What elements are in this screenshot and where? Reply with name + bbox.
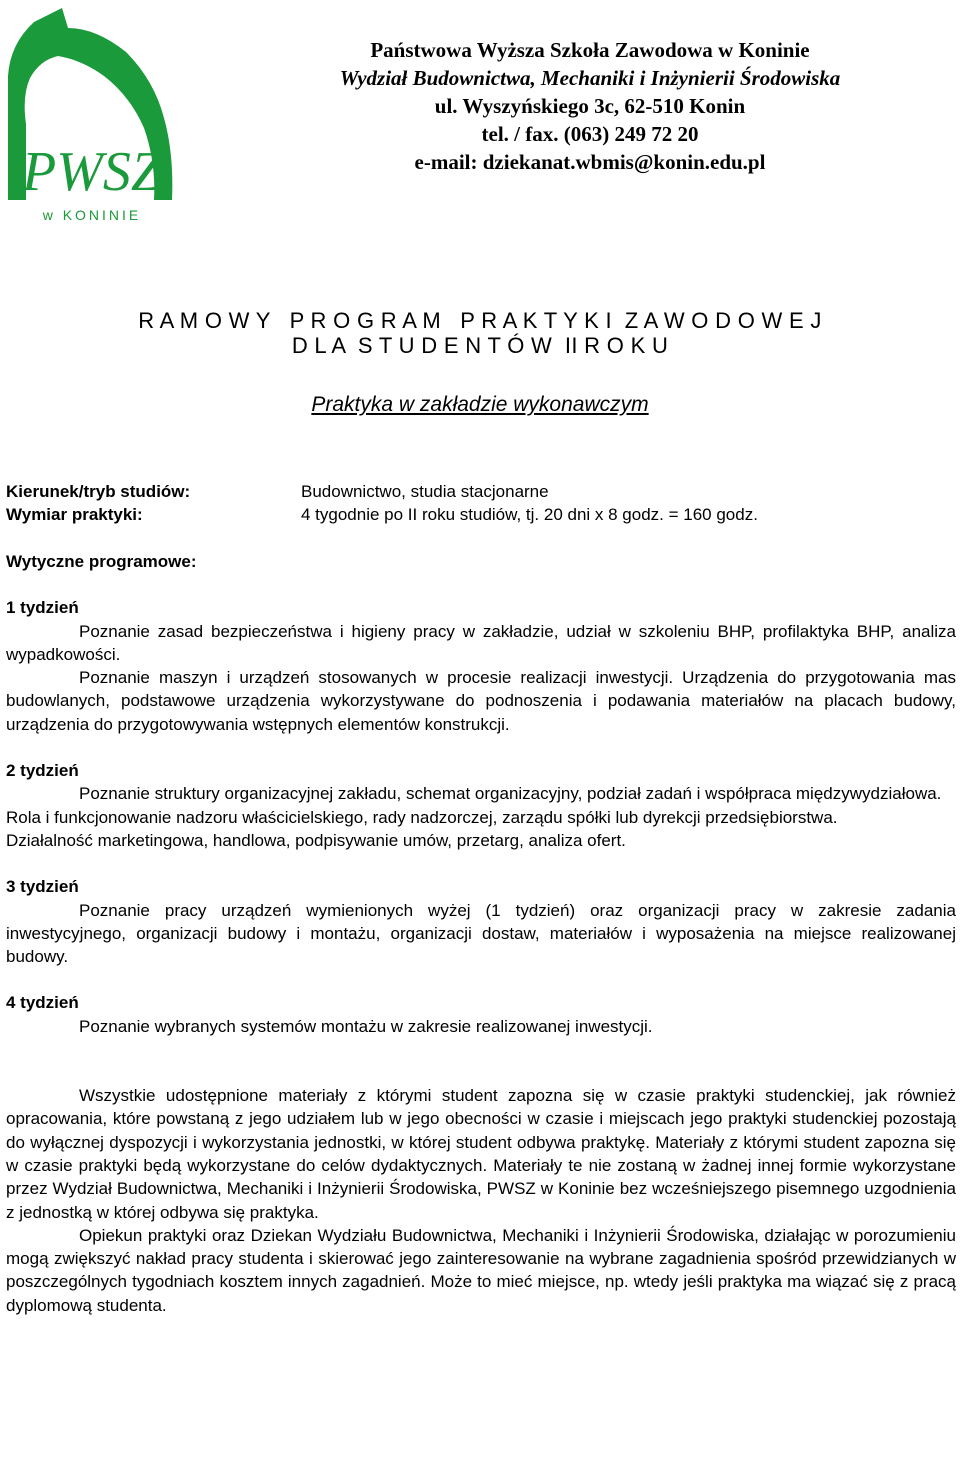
week-paragraph: Poznanie zasad bezpieczeństwa i higieny pracy w zakładzie, udział w szkoleniu BHP, profilaktyka BHP, analiza wypadkowości. xyxy=(6,621,956,664)
document-title xyxy=(0,308,960,358)
week-3 xyxy=(6,875,956,968)
week-paragraph: Poznanie pracy urządzeń wymienionych wyżej (1 tydzień) oraz organizacji pracy w zakresie zadania inwestycyjnego, organizacji budowy i montażu, organizacji dostaw, materiałów i wyposażenia na miejsce realizowanej budowy. xyxy=(6,900,956,967)
info-row-kierunek xyxy=(6,480,758,503)
info-value: Budownictwo, studia stacjonarne xyxy=(301,482,549,501)
closing-paragraph-1: Wszystkie udostępnione materiały z którymi student zapozna się w czasie praktyki studenckiej, jak również opracowania, które powstaną z jego udziałem lub w jego obecności w czasie i miejscach jego praktyki studenckiej pozostają do wyłącznej dyspozycji i wykorzystania jednostki, w której student odbywa praktykę. Materiały z którymi student zapozna się w czasie praktyki będą wykorzystane do celów dydaktycznych. Materiały te nie zostaną w żadnej innej formie wykorzystane przez Wydział Budownictwa, Mechaniki i Inżynierii Środowiska, PWSZ w Koninie bez wcześniejszego pisemnego uzgodnienia z jednostką w której odbywa się praktyka. xyxy=(6,1086,956,1222)
week-title: 1 tydzień xyxy=(6,598,79,618)
header-line-5: e-mail: dziekanat.wbmis@konin.edu.pl xyxy=(414,150,766,174)
week-2 xyxy=(6,759,956,852)
info-block xyxy=(6,480,758,526)
guidelines-label: Wytyczne programowe: xyxy=(6,552,197,571)
pwsz-logo xyxy=(4,4,176,226)
info-row-wymiar xyxy=(6,503,758,526)
section-spacer xyxy=(6,1061,956,1084)
header-line-3: ul. Wyszyńskiego 3c, 62-510 Konin xyxy=(434,94,746,118)
week-4 xyxy=(6,991,956,1038)
header-line-2: Wydział Budownictwa, Mechaniki i Inżynierii Środowiska xyxy=(339,66,841,90)
logo-subtext: w KONINIE xyxy=(42,207,142,223)
info-value: 4 tygodnie po II roku studiów, tj. 20 dni x 8 godz. = 160 godz. xyxy=(301,505,758,524)
week-paragraph: Poznanie maszyn i urządzeń stosowanych w procesie realizacji inwestycji. Urządzenia do przygotowania mas budowlanych, podstawowe urządzenia wykorzystywane do podnoszenia i podawania materiałów na placach budowy, urządzenia do przygotowywania wstępnych elementów konstrukcji. xyxy=(6,668,956,734)
week-paragraph: Poznanie wybranych systemów montażu w zakresie realizowanej inwestycji. xyxy=(79,1016,653,1036)
closing-paragraph-2: Opiekun praktyki oraz Dziekan Wydziału Budownictwa, Mechaniki i Inżynierii Środowiska, działając w porozumieniu mogą zwiększyć nakład pracy studenta i skierować jego zainteresowanie na wybrane zagadnienia spośród przewidzianych w poszczególnych tygodniach kosztem innych zagadnień. Może to mieć miejsce, np. wtedy jeśli praktyka ma wiązać się z pracą dyplomową studenta. xyxy=(6,1225,956,1315)
week-paragraph: Działalność marketingowa, handlowa, podpisywanie umów, przetarg, analiza ofert. xyxy=(6,830,626,850)
document-subtitle: Praktyka w zakładzie wykonawczym xyxy=(311,393,649,416)
logo-initials: PWSZ xyxy=(22,141,162,203)
week-title: 4 tydzień xyxy=(6,993,79,1013)
header-line-4: tel. / fax. (063) 249 72 20 xyxy=(481,122,699,146)
week-paragraph: Rola i funkcjonowanie nadzoru właścicielskiego, rady nadzorczej, zarządu spółki lub dyrekcji przedsiębiorstwa. xyxy=(6,807,838,827)
title-line-1: R A M O W Y P R O G R A M P R A K T Y K I Z A W O D O W E J xyxy=(138,308,822,333)
week-1 xyxy=(6,596,956,736)
info-label: Wymiar praktyki: xyxy=(6,505,143,524)
info-label: Kierunek/tryb studiów: xyxy=(6,482,191,501)
header-line-1: Państwowa Wyższa Szkoła Zawodowa w Koninie xyxy=(370,38,810,62)
week-paragraph: Poznanie struktury organizacyjnej zakładu, schemat organizacyjny, podział zadań i współpraca międzywydziałowa. xyxy=(79,784,942,804)
title-line-2: D L A S T U D E N T Ó W II R O K U xyxy=(291,333,669,358)
institution-header xyxy=(260,36,920,176)
program-content xyxy=(6,550,956,1317)
week-title: 3 tydzień xyxy=(6,877,79,897)
week-title: 2 tydzień xyxy=(6,761,79,781)
